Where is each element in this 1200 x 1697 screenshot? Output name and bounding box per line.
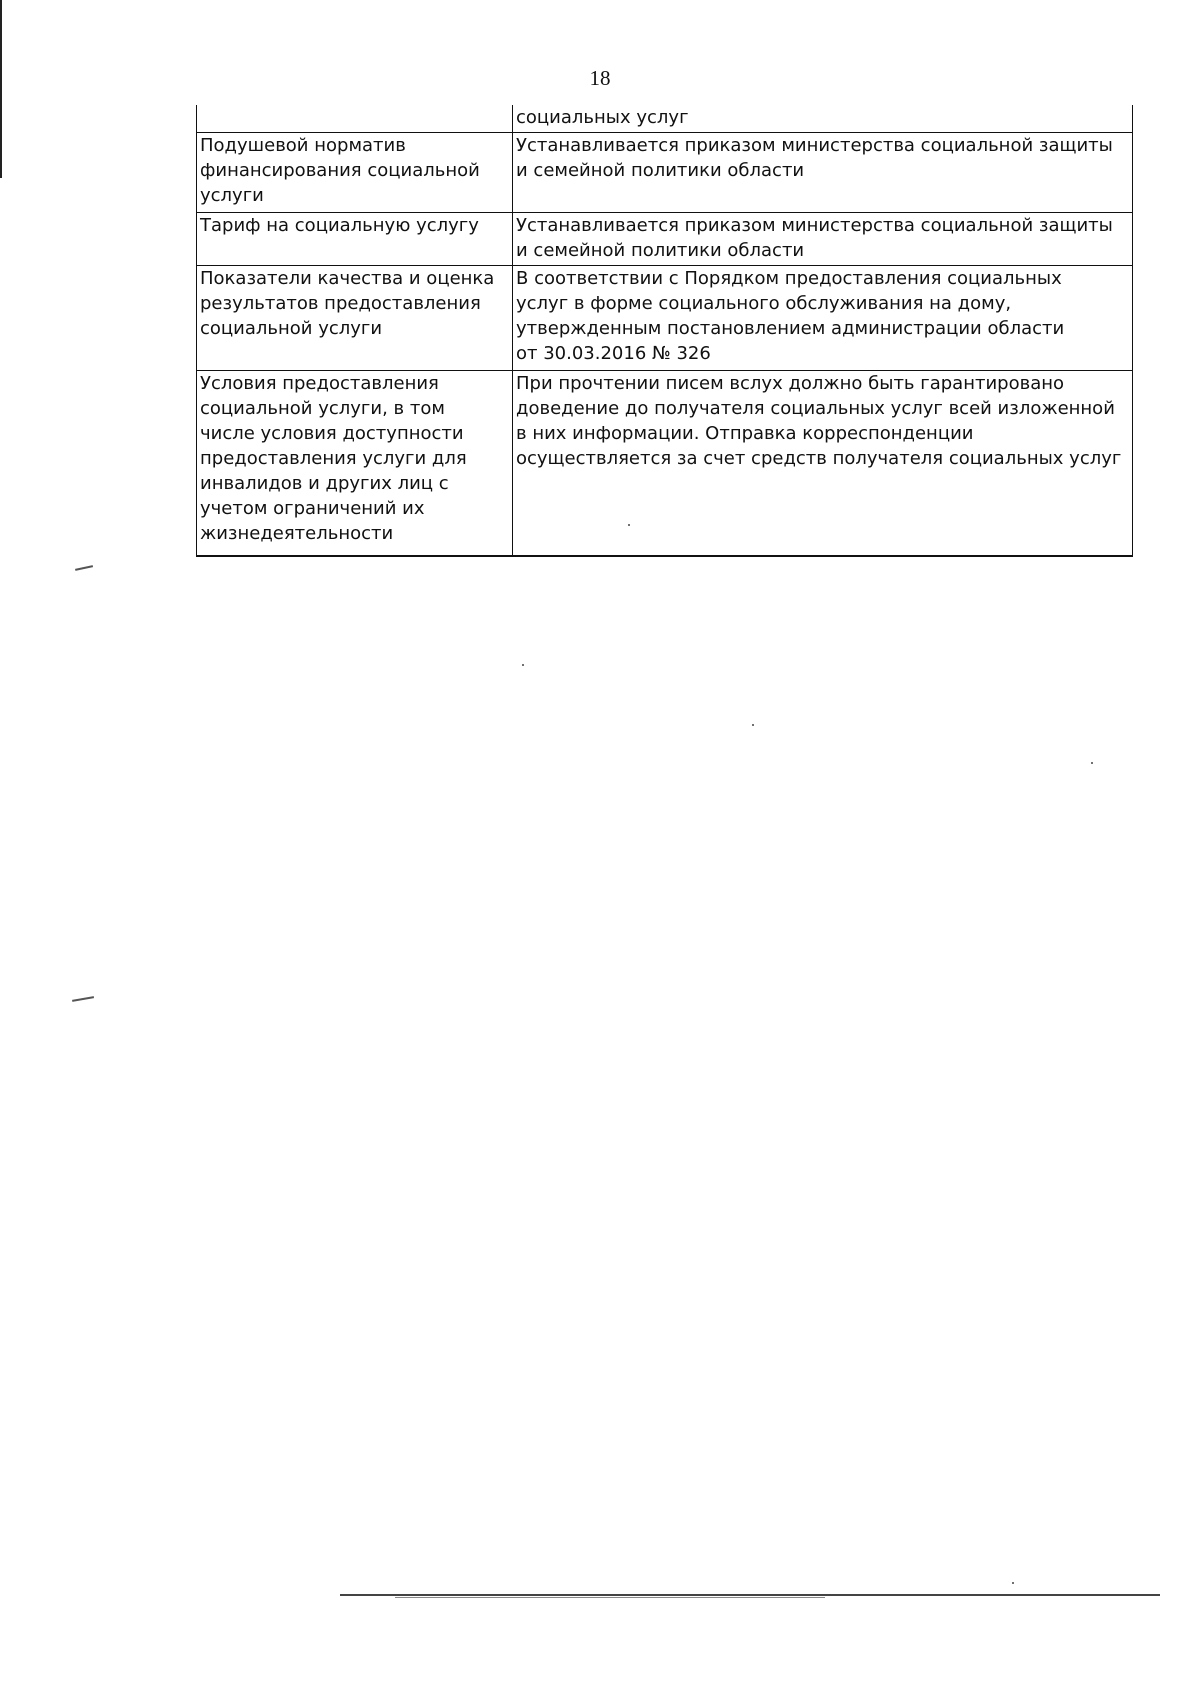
row-label-cell: Показатели качества и оценка результатов предоставления социальной услуги (197, 266, 513, 371)
row-value-cell: Устанавливается приказом министерства социальной защиты и семейной политики области (513, 213, 1133, 266)
table-row (197, 213, 1133, 266)
row-label-cell (197, 105, 513, 133)
scan-edge-mark (0, 0, 2, 178)
table-row (197, 266, 1133, 371)
services-table (196, 105, 1133, 557)
row-value-cell: Устанавливается приказом министерства социальной защиты и семейной политики области (513, 133, 1133, 213)
row-label-cell: Условия предоставления социальной услуги, в том числе условия доступности предоставления услуги для инвалидов и других лиц с учетом ограничений их жизнедеятельности (197, 371, 513, 557)
scan-bottom-line (340, 1594, 1160, 1596)
row-value-cell: В соответствии с Порядком предоставления социальных услуг в форме социального обслуживания на дому, утвержденным постановлением администрации области от 30.03.2016 № 326 (513, 266, 1133, 371)
row-value-cell: социальных услуг (513, 105, 1133, 133)
scan-dot (752, 724, 754, 726)
row-label-cell: Тариф на социальную услугу (197, 213, 513, 266)
scan-dot (628, 524, 630, 526)
scan-stroke-mark (72, 996, 94, 1001)
scan-dot (1012, 1582, 1014, 1584)
scan-dot (522, 664, 524, 666)
table-row (197, 371, 1133, 557)
row-label-cell: Подушевой норматив финансирования социальной услуги (197, 133, 513, 213)
scan-dot (1091, 762, 1093, 764)
table-row (197, 133, 1133, 213)
row-value-cell: При прочтении писем вслух должно быть гарантировано доведение до получателя социальных услуг всей изложенной в них информации. Отправка корреспонденции осуществляется за счет средств получателя социальных услуг (513, 371, 1133, 557)
page-number: 18 (589, 66, 611, 90)
scan-stroke-mark (75, 565, 93, 570)
table-row (197, 105, 1133, 133)
scan-bottom-line-faint (395, 1597, 825, 1598)
